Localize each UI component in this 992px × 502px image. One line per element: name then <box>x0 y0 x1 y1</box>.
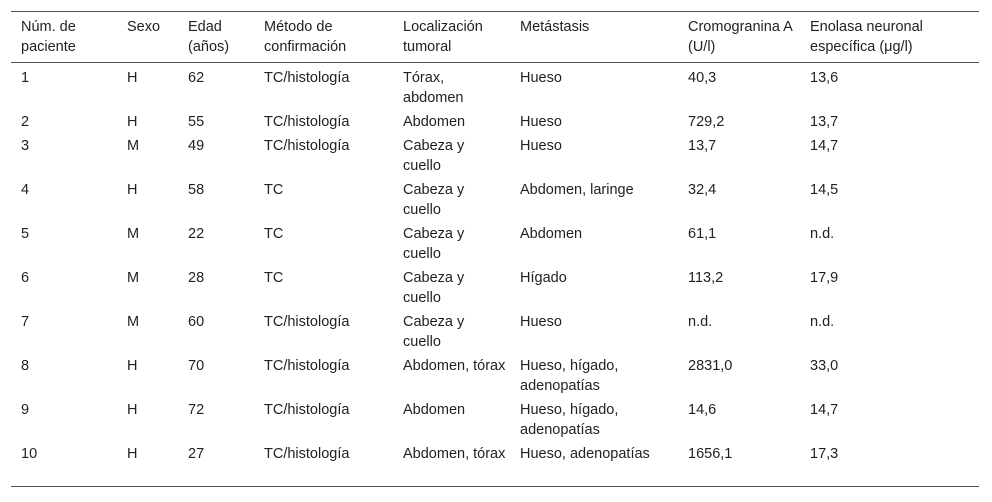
cell-sex: M <box>127 314 140 330</box>
cell-tumor-location: Abdomen, tórax <box>403 358 506 374</box>
table-row <box>11 110 979 134</box>
cell-neuron-specific-enolase: 14,7 <box>810 402 839 418</box>
header-tumor-location: Localización tumoral <box>403 19 483 55</box>
cell-tumor-location: Cabeza y cuello <box>403 270 465 306</box>
cell-patient-number: 10 <box>21 446 38 462</box>
cell-age: 22 <box>188 226 205 242</box>
cell-patient-number: 3 <box>21 138 30 154</box>
cell-sex: H <box>127 446 138 462</box>
cell-chromogranin-a: 13,7 <box>688 138 717 154</box>
cell-tumor-location: Cabeza y cuello <box>403 182 465 218</box>
cell-tumor-location: Cabeza y cuello <box>403 138 465 174</box>
cell-confirmation-method: TC/histología <box>264 114 350 130</box>
cell-neuron-specific-enolase: 17,3 <box>810 446 839 462</box>
cell-patient-number: 4 <box>21 182 30 198</box>
cell-sex: H <box>127 114 138 130</box>
cell-chromogranin-a: 2831,0 <box>688 358 733 374</box>
cell-confirmation-method: TC/histología <box>264 138 350 154</box>
cell-confirmation-method: TC/histología <box>264 402 350 418</box>
cell-sex: H <box>127 182 138 198</box>
table-row <box>11 63 979 111</box>
cell-tumor-location: Cabeza y cuello <box>403 314 465 350</box>
cell-age: 49 <box>188 138 205 154</box>
cell-age: 28 <box>188 270 205 286</box>
cell-chromogranin-a: 14,6 <box>688 402 717 418</box>
header-confirmation-method: Método de confirmación <box>264 19 347 55</box>
cell-metastasis: Abdomen, laringe <box>520 182 634 198</box>
table-row <box>11 310 979 354</box>
cell-patient-number: 1 <box>21 70 30 86</box>
cell-chromogranin-a: 40,3 <box>688 70 717 86</box>
patient-table-container <box>11 11 979 487</box>
cell-sex: H <box>127 358 138 374</box>
cell-patient-number: 9 <box>21 402 30 418</box>
cell-tumor-location: Abdomen <box>403 402 466 418</box>
cell-sex: M <box>127 270 140 286</box>
table-row <box>11 134 979 178</box>
cell-age: 62 <box>188 70 205 86</box>
cell-neuron-specific-enolase: 17,9 <box>810 270 839 286</box>
cell-neuron-specific-enolase: 14,5 <box>810 182 839 198</box>
cell-metastasis: Hueso, adenopatías <box>520 446 650 462</box>
cell-confirmation-method: TC <box>264 182 284 198</box>
cell-confirmation-method: TC/histología <box>264 70 350 86</box>
cell-patient-number: 7 <box>21 314 30 330</box>
cell-metastasis: Hueso <box>520 114 562 130</box>
header-sex: Sexo <box>127 19 161 35</box>
cell-age: 60 <box>188 314 205 330</box>
cell-neuron-specific-enolase: 13,6 <box>810 70 839 86</box>
cell-confirmation-method: TC/histología <box>264 358 350 374</box>
header-row <box>11 12 979 63</box>
cell-age: 55 <box>188 114 205 130</box>
table-row <box>11 442 979 487</box>
cell-confirmation-method: TC/histología <box>264 314 350 330</box>
cell-chromogranin-a: n.d. <box>688 314 713 330</box>
cell-confirmation-method: TC/histología <box>264 446 350 462</box>
cell-neuron-specific-enolase: 14,7 <box>810 138 839 154</box>
cell-chromogranin-a: 32,4 <box>688 182 717 198</box>
cell-confirmation-method: TC <box>264 226 284 242</box>
cell-chromogranin-a: 1656,1 <box>688 446 733 462</box>
cell-sex: M <box>127 226 140 242</box>
table-row <box>11 178 979 222</box>
cell-metastasis: Hueso <box>520 138 562 154</box>
cell-neuron-specific-enolase: n.d. <box>810 314 835 330</box>
cell-age: 70 <box>188 358 205 374</box>
cell-tumor-location: Abdomen <box>403 114 466 130</box>
table-row <box>11 354 979 398</box>
patient-table <box>11 11 979 487</box>
cell-patient-number: 8 <box>21 358 30 374</box>
cell-tumor-location: Cabeza y cuello <box>403 226 465 262</box>
table-row <box>11 222 979 266</box>
header-patient-number: Núm. de paciente <box>21 19 76 55</box>
table-body <box>11 63 979 487</box>
cell-patient-number: 5 <box>21 226 30 242</box>
cell-patient-number: 2 <box>21 114 30 130</box>
cell-confirmation-method: TC <box>264 270 284 286</box>
cell-metastasis: Hueso <box>520 314 562 330</box>
header-neuron-specific-enolase: Enolasa neuronal específica (μg/l) <box>810 19 923 55</box>
cell-age: 27 <box>188 446 205 462</box>
cell-chromogranin-a: 113,2 <box>688 270 724 286</box>
cell-metastasis: Hueso <box>520 70 562 86</box>
table-row <box>11 398 979 442</box>
cell-metastasis: Abdomen <box>520 226 583 242</box>
cell-age: 72 <box>188 402 205 418</box>
header-metastasis: Metástasis <box>520 19 590 35</box>
cell-tumor-location: Abdomen, tórax <box>403 446 506 462</box>
table-header <box>11 12 979 63</box>
cell-chromogranin-a: 61,1 <box>688 226 717 242</box>
cell-metastasis: Hueso, hígado, adenopatías <box>520 358 619 394</box>
header-chromogranin-a: Cromogranina A (U/l) <box>688 19 792 55</box>
cell-patient-number: 6 <box>21 270 30 286</box>
cell-age: 58 <box>188 182 205 198</box>
cell-sex: H <box>127 70 138 86</box>
cell-neuron-specific-enolase: n.d. <box>810 226 835 242</box>
cell-metastasis: Hígado <box>520 270 567 286</box>
cell-neuron-specific-enolase: 33,0 <box>810 358 839 374</box>
cell-tumor-location: Tórax, abdomen <box>403 70 464 106</box>
header-age: Edad (años) <box>188 19 230 55</box>
cell-chromogranin-a: 729,2 <box>688 114 725 130</box>
cell-neuron-specific-enolase: 13,7 <box>810 114 839 130</box>
cell-sex: H <box>127 402 138 418</box>
table-row <box>11 266 979 310</box>
cell-metastasis: Hueso, hígado, adenopatías <box>520 402 619 438</box>
cell-sex: M <box>127 138 140 154</box>
